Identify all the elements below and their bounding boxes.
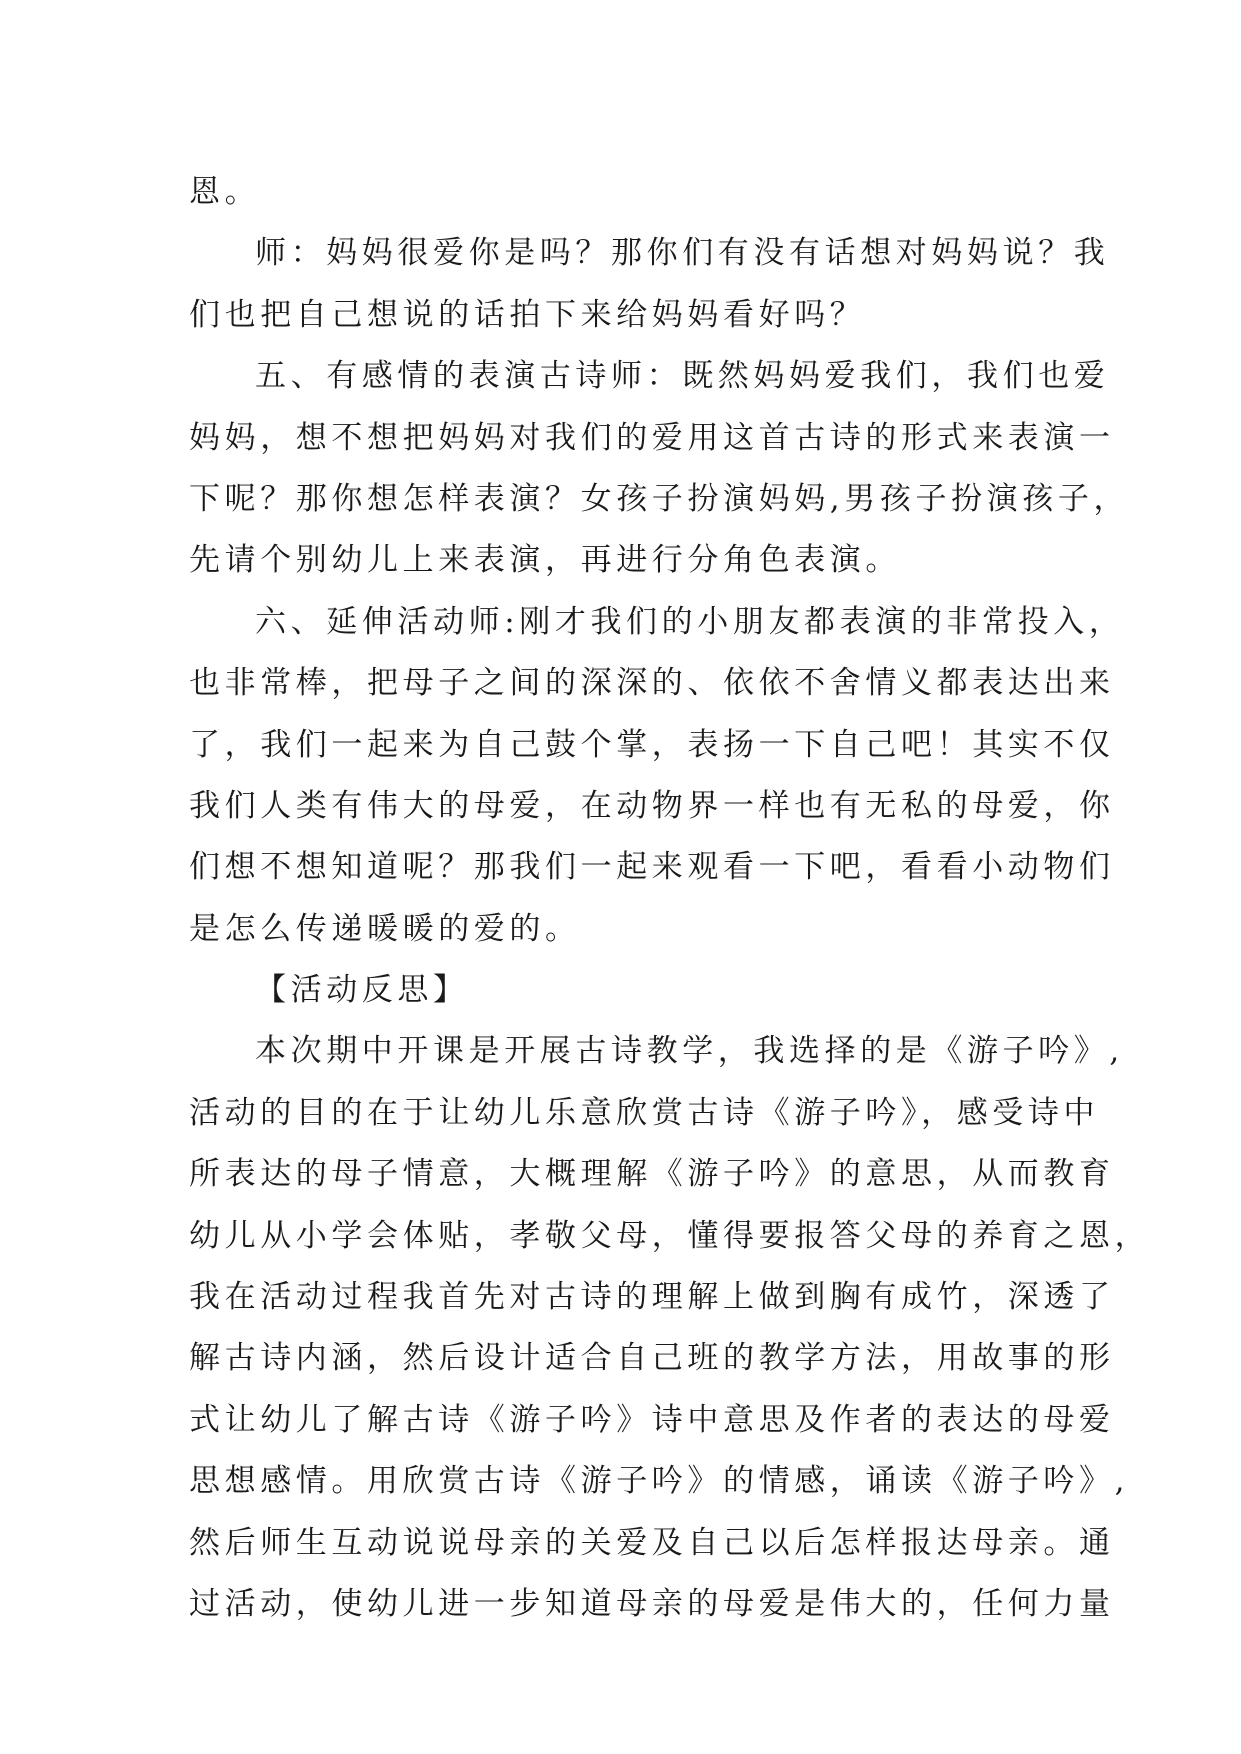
text-line: 思想感情。用欣赏古诗《游子吟》的情感，诵读《游子吟》, [189, 1463, 1130, 1500]
text-line: 本次期中开课是开展古诗教学，我选择的是《游子吟》, [255, 1033, 1124, 1070]
text-line: 六、延伸活动师:刚才我们的小朋友都表演的非常投入， [255, 603, 1125, 640]
text-line: 活动的目的在于让幼儿乐意欣赏古诗《游子吟》，感受诗中 [189, 1094, 1100, 1131]
text-line: 也非常棒，把母子之间的深深的、依依不舍情义都表达出来 [189, 665, 1115, 702]
text-line: 式让幼儿了解古诗《游子吟》诗中意思及作者的表达的母爱 [189, 1401, 1115, 1438]
text-line: 五、有感情的表演古诗师：既然妈妈爱我们，我们也爱 [255, 358, 1110, 395]
text-line: 先请个别幼儿上来表演，再进行分角色表演。 [189, 542, 901, 579]
text-line: 了，我们一起来为自己鼓个掌，表扬一下自己吧！其实不仅 [189, 726, 1115, 763]
text-line: 过活动，使幼儿进一步知道母亲的母爱是伟大的，任何力量 [189, 1585, 1115, 1622]
text-line: 恩。 [189, 174, 261, 210]
text-line: 所表达的母子情意，大概理解《游子吟》的意思，从而教育 [189, 1156, 1115, 1193]
text-line: 师：妈妈很爱你是吗？那你们有没有话想对妈妈说？我 [255, 235, 1110, 272]
section-heading: 【活动反思】 [255, 972, 469, 1009]
text-line: 们想不想知道呢？那我们一起来观看一下吧，看看小动物们 [189, 849, 1115, 886]
text-line: 幼儿从小学会体贴，孝敬父母，懂得要报答父母的养育之恩， [189, 1217, 1151, 1254]
text-line: 妈妈，想不想把妈妈对我们的爱用这首古诗的形式来表演一 [189, 419, 1115, 456]
text-line: 我在活动过程我首先对古诗的理解上做到胸有成竹，深透了 [189, 1279, 1115, 1316]
text-line: 我们人类有伟大的母爱，在动物界一样也有无私的母爱，你 [189, 787, 1115, 824]
text-line: 解古诗内涵，然后设计适合自己班的教学方法，用故事的形 [189, 1340, 1115, 1377]
text-line: 是怎么传递暖暖的爱的。 [189, 910, 581, 947]
document-body [189, 162, 1151, 1635]
text-line: 们也把自己想说的话拍下来给妈妈看好吗？ [189, 296, 866, 333]
text-line: 下呢？那你想怎样表演？女孩子扮演妈妈,男孩子扮演孩子， [189, 480, 1130, 517]
text-line: 然后师生互动说说母亲的关爱及自己以后怎样报达母亲。通 [189, 1524, 1115, 1561]
